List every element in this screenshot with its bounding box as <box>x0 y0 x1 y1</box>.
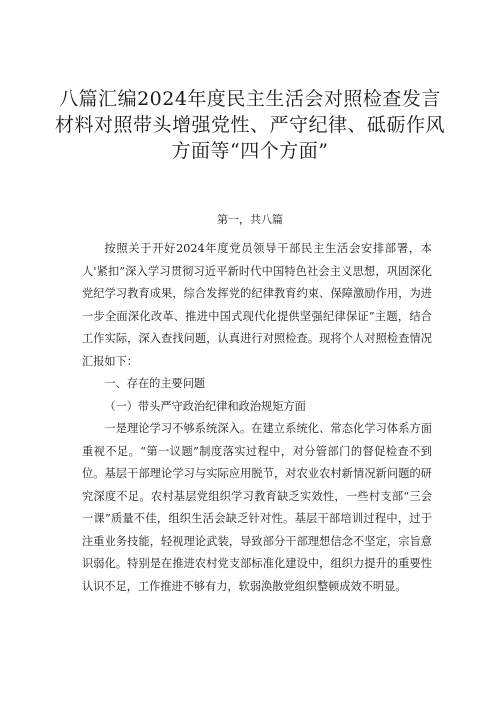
section-heading: 一、存在的主要问题 <box>104 377 206 390</box>
subsection-heading: （一）带头严守政治纪律和政治规矩方面 <box>104 399 306 413</box>
document-subtitle: 第一，共八篇 <box>217 213 283 226</box>
document-body <box>82 238 432 598</box>
body-paragraph: 一是理论学习不够系统深入。在建立系统化、常态化学习体系方面重视不足。“第一议题”制度落实过程中，对分管部门的督促检查不到位。基层干部理论学习与实际应用脱节，对农业农村新情况新问题的研究深度不足。农村基层党组织学习教育缺乏实效性，一些村支部“三会一课”质量不佳，组织生活会缺乏针对性。基层干部培训过程中，过于注重业务技能，轻视理论武装，导致部分干部理想信念不坚定，宗旨意识弱化。特别是在推进农村党支部标准化建设中，组织力提升的重要性认识不足，工作推进不够有力，软弱涣散党组织整顿成效不明显。 <box>82 422 432 593</box>
document-title <box>40 86 460 164</box>
title-line-3: 方面等“四个方面” <box>171 140 329 162</box>
intro-paragraph: 按照关于开好2024年度党员领导干部民主生活会安排部署，本人'紧扣”深入学习贯彻习近平新时代中国特色社会主义思想，巩固深化党纪学习教育成果，综合发挥党的纪律教育约束、保障激励作用，为进一步全面深化改革、推进中国式现代化提供坚强纪律保证”主题，结合工作实际，深入查找问题，认真进行对照检查。现将个人对照检查情况汇报如下： <box>82 242 432 368</box>
title-line-2: 材料对照带头增强党性、严守纪律、砥砺作风 <box>54 114 445 136</box>
title-line-1: 八篇汇编2024年度民主生活会对照检查发言 <box>59 88 441 110</box>
